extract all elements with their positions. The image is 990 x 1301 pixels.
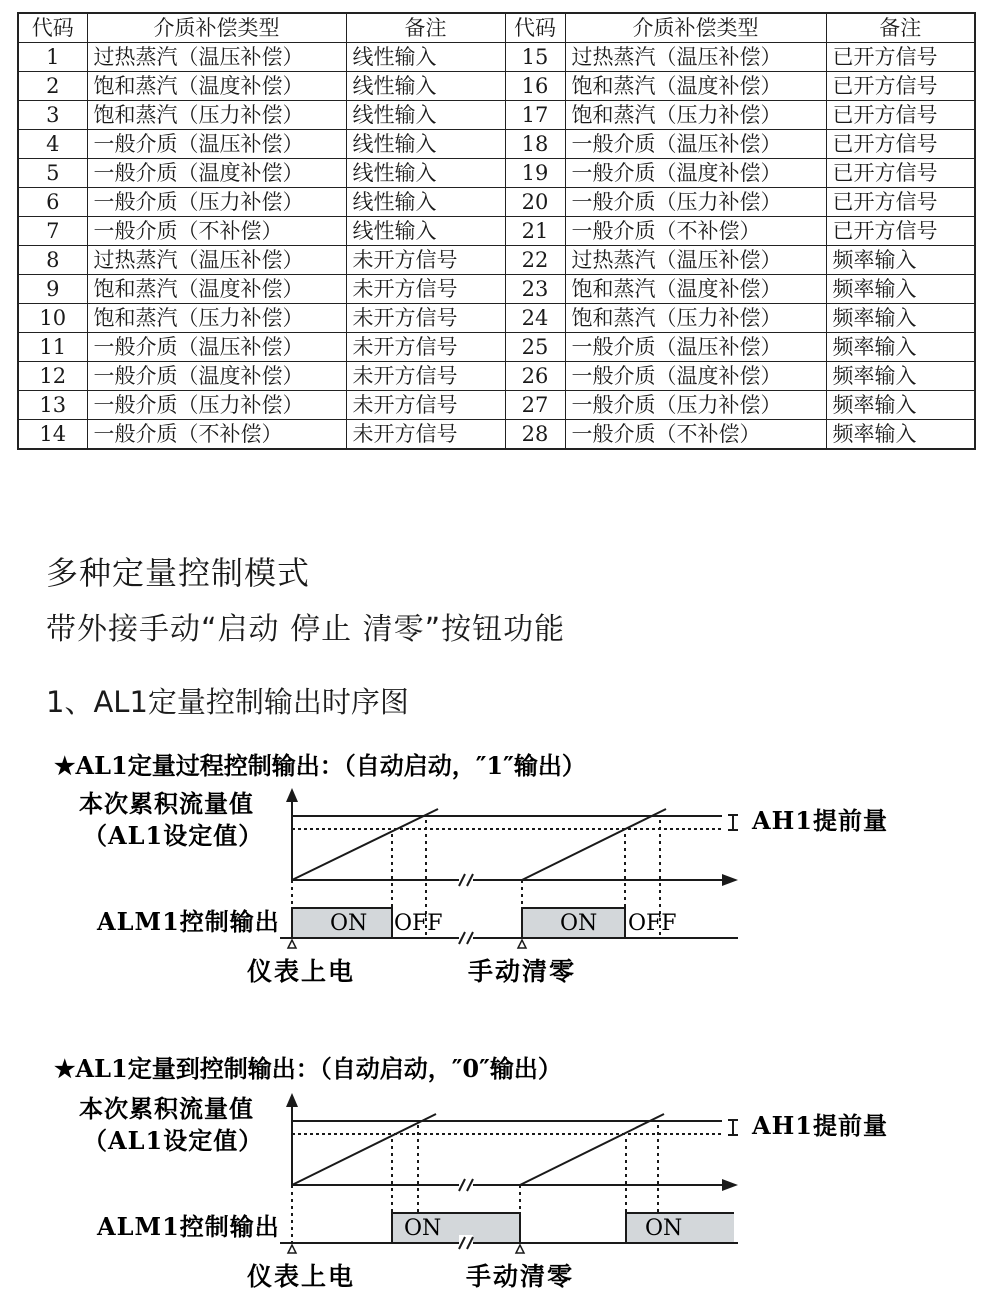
diagram1-title: ★AL1定量过程控制输出：（自动启动，″1″输出） [54,751,586,780]
cell-type-2: 过热蒸汽（温压补偿） [565,43,826,72]
cell-note-2: 已开方信号 [826,72,975,101]
cell-code-2: 24 [505,304,565,333]
cell-code-2: 17 [505,101,565,130]
table-row [18,188,975,217]
diagram2-on-label-1: ON [404,1216,442,1241]
diagram1-power-on-marker [288,940,296,948]
diagram2-ah1-label: AH1提前量 [752,1111,888,1140]
cell-note: 未开方信号 [346,391,505,420]
cell-code-2: 27 [505,391,565,420]
modes-subtitle: 带外接手动“启动 停止 清零”按钮功能 [46,612,566,647]
cell-code-2: 20 [505,188,565,217]
cell-type: 饱和蒸汽（压力补偿） [87,304,346,333]
table-row [18,362,975,391]
cell-type: 一般介质（温压补偿） [87,333,346,362]
diagram1-reset-marker [518,940,526,948]
table-row [18,130,975,159]
timing-diagram-process [0,740,990,1000]
diagram2-on-label-2: ON [645,1216,683,1241]
table-row [18,246,975,275]
cell-type-2: 一般介质（温压补偿） [565,130,826,159]
header-note: 备注 [346,13,505,43]
cell-code: 6 [18,188,87,217]
diagram1-reset-label: 手动清零 [468,957,577,986]
diagram1-ramp-2 [522,809,666,880]
diagram2-ramp-2 [520,1114,664,1185]
cell-code: 5 [18,159,87,188]
cell-code-2: 26 [505,362,565,391]
cell-type: 一般介质（不补偿） [87,420,346,450]
cell-type-2: 过热蒸汽（温压补偿） [565,246,826,275]
diagram2-power-on-label: 仪表上电 [247,1262,356,1291]
cell-code-2: 23 [505,275,565,304]
cell-note-2: 频率输入 [826,391,975,420]
diagram1-y-label: 本次累积流量值 [79,789,254,818]
cell-type-2: 一般介质（不补偿） [565,420,826,450]
medium-compensation-table [17,12,976,450]
diagram2-output-label: ALM1控制输出 [97,1212,280,1241]
timing-diagram-reach [0,1043,990,1301]
cell-type-2: 饱和蒸汽（温度补偿） [565,275,826,304]
header-type-2: 介质补偿类型 [565,13,826,43]
cell-note: 未开方信号 [346,304,505,333]
cell-type: 一般介质（不补偿） [87,217,346,246]
cell-note: 未开方信号 [346,362,505,391]
diagram1-off-label-2: OFF [628,911,677,936]
cell-code: 3 [18,101,87,130]
diagram1-ramp-1 [292,809,438,880]
table-row [18,275,975,304]
cell-code: 8 [18,246,87,275]
cell-note: 未开方信号 [346,333,505,362]
cell-note: 未开方信号 [346,246,505,275]
diagram1-on-label-2: ON [560,911,598,936]
modes-title: 多种定量控制模式 [46,554,311,592]
cell-type: 过热蒸汽（温压补偿） [87,43,346,72]
cell-code: 9 [18,275,87,304]
cell-code-2: 15 [505,43,565,72]
cell-note: 线性输入 [346,188,505,217]
cell-type: 过热蒸汽（温压补偿） [87,246,346,275]
diagram2-y-label: 本次累积流量值 [79,1094,254,1123]
cell-note-2: 已开方信号 [826,217,975,246]
cell-note-2: 已开方信号 [826,101,975,130]
cell-type: 一般介质（温度补偿） [87,159,346,188]
table-row [18,391,975,420]
table-row [18,159,975,188]
cell-code: 10 [18,304,87,333]
header-type: 介质补偿类型 [87,13,346,43]
cell-type-2: 一般介质（压力补偿） [565,391,826,420]
cell-code-2: 19 [505,159,565,188]
cell-code-2: 18 [505,130,565,159]
diagram2-ramp-1 [292,1114,436,1185]
cell-note-2: 频率输入 [826,246,975,275]
cell-type-2: 一般介质（压力补偿） [565,188,826,217]
cell-note: 未开方信号 [346,275,505,304]
table-row [18,333,975,362]
cell-code: 13 [18,391,87,420]
diagram2-title: ★AL1定量到控制输出：（自动启动，″0″输出） [54,1054,562,1083]
table-row [18,217,975,246]
cell-type: 饱和蒸汽（温度补偿） [87,275,346,304]
section-heading: 1、AL1定量控制输出时序图 [46,685,409,719]
cell-type: 一般介质（压力补偿） [87,188,346,217]
cell-code: 7 [18,217,87,246]
header-code-2: 代码 [505,13,565,43]
diagram2-reset-marker [516,1245,524,1253]
cell-code-2: 25 [505,333,565,362]
cell-code: 4 [18,130,87,159]
cell-code-2: 28 [505,420,565,450]
cell-type-2: 一般介质（温压补偿） [565,333,826,362]
cell-note: 线性输入 [346,72,505,101]
diagram1-off-label-1: OFF [394,911,443,936]
cell-type-2: 一般介质（温度补偿） [565,159,826,188]
diagram1-power-on-label: 仪表上电 [247,957,356,986]
header-note-2: 备注 [826,13,975,43]
cell-type-2: 饱和蒸汽（压力补偿） [565,101,826,130]
diagram1-ah1-label: AH1提前量 [752,806,888,835]
header-code: 代码 [18,13,87,43]
cell-type: 一般介质（温压补偿） [87,130,346,159]
cell-note: 线性输入 [346,130,505,159]
cell-code-2: 16 [505,72,565,101]
cell-code-2: 21 [505,217,565,246]
cell-note-2: 已开方信号 [826,43,975,72]
table-header-row [18,13,975,43]
cell-note-2: 频率输入 [826,275,975,304]
cell-note-2: 频率输入 [826,362,975,391]
cell-type: 饱和蒸汽（压力补偿） [87,101,346,130]
table-row [18,72,975,101]
cell-code-2: 22 [505,246,565,275]
diagram1-on-label-1: ON [330,911,368,936]
cell-type: 一般介质（压力补偿） [87,391,346,420]
diagram2-y-label-sub: （AL1设定值） [83,1126,264,1155]
diagram2-reset-label: 手动清零 [466,1262,575,1291]
cell-type-2: 一般介质（温度补偿） [565,362,826,391]
cell-note-2: 频率输入 [826,333,975,362]
cell-code: 2 [18,72,87,101]
cell-note-2: 频率输入 [826,420,975,450]
cell-note: 线性输入 [346,217,505,246]
cell-type-2: 一般介质（不补偿） [565,217,826,246]
table-row [18,101,975,130]
diagram1-y-label-sub: （AL1设定值） [83,821,264,850]
cell-note: 未开方信号 [346,420,505,450]
cell-note-2: 频率输入 [826,304,975,333]
cell-note-2: 已开方信号 [826,188,975,217]
cell-note-2: 已开方信号 [826,159,975,188]
cell-type-2: 饱和蒸汽（压力补偿） [565,304,826,333]
table-row [18,420,975,450]
cell-note: 线性输入 [346,159,505,188]
cell-note: 线性输入 [346,101,505,130]
diagram2-power-on-marker [288,1245,296,1253]
cell-code: 14 [18,420,87,450]
cell-code: 11 [18,333,87,362]
cell-code: 12 [18,362,87,391]
table-row [18,304,975,333]
cell-note: 线性输入 [346,43,505,72]
diagram2-y-arrow [286,1093,298,1107]
diagram1-output-label: ALM1控制输出 [97,907,280,936]
cell-type: 饱和蒸汽（温度补偿） [87,72,346,101]
table-row [18,43,975,72]
diagram1-y-arrow [286,788,298,802]
cell-type: 一般介质（温度补偿） [87,362,346,391]
cell-code: 1 [18,43,87,72]
cell-note-2: 已开方信号 [826,130,975,159]
cell-type-2: 饱和蒸汽（温度补偿） [565,72,826,101]
